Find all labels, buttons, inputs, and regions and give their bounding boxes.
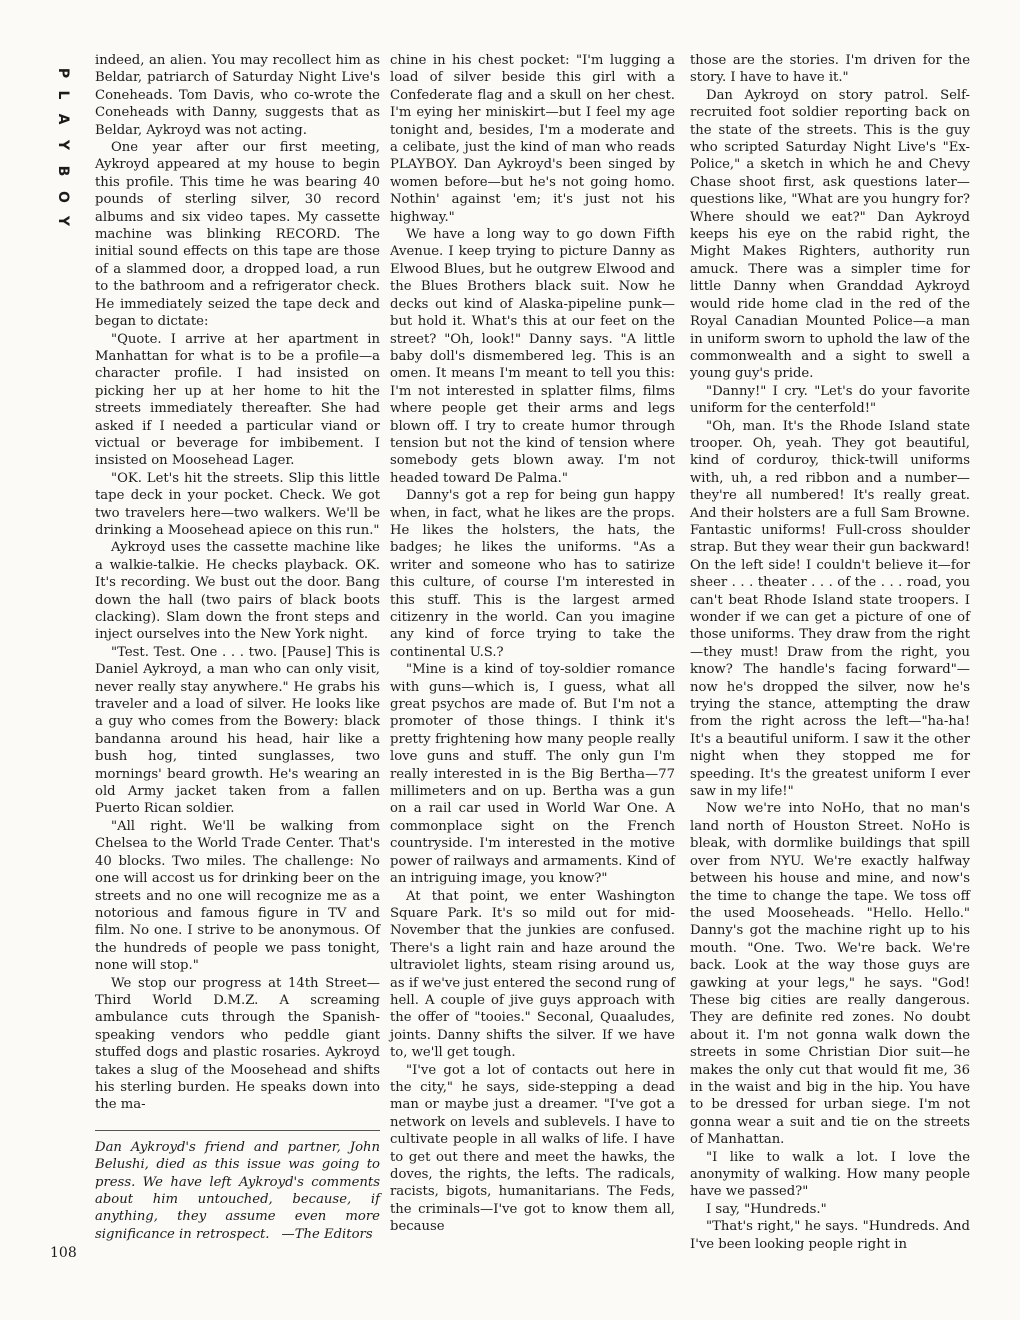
paragraph: We stop our progress at 14th Street—Third World D.M.Z. A screaming ambulance cuts through the Spanish-speaking vendors who peddle giant stuffed dogs and plastic rosaries. Aykroyd takes a slug of the Moosehead and shifts his sterling burden. He speaks down into the ma- <box>95 975 380 1113</box>
editors-note <box>95 1139 380 1243</box>
spine-letter: P <box>55 67 71 79</box>
editors-note-credit: —The Editors <box>281 1226 373 1242</box>
paragraph: Dan Aykroyd on story patrol. Self-recruited foot soldier reporting back on the state of the streets. This is the guy who scripted Saturday Night Live's "Ex-Police," a sketch in which he and Chevy Chase shoot first, ask questions later—questions like, "What are you hungry for? Where should we eat?" Dan Aykroyd keeps his eye on the rabid right, the Might Makes Righters, authority run amuck. There was a simpler time for little Danny when Granddad Aykroyd would ride home clad in the red of the Royal Canadian Mounted Police—a man in uniform sworn to uphold the law of the commonwealth and a sight to swell a young guy's pride. <box>690 87 970 382</box>
spine-letter: O <box>55 191 71 203</box>
spine-letter: Y <box>55 139 71 151</box>
article-column-2 <box>390 52 675 1236</box>
paragraph: "OK. Let's hit the streets. Slip this little tape deck in your pocket. Check. We got two travelers here—two walkers. We'll be drinking a Moosehead apiece on this run." <box>95 470 380 538</box>
paragraph: "Quote. I arrive at her apartment in Manhattan for what is to be a profile—a character profile. I had insisted on picking her up at her home to hit the streets immediately thereafter. She had asked if I needed a particular viand or victual or beverage for imbibement. I insisted on Moosehead Lager. <box>95 331 380 469</box>
spine-letter: A <box>55 113 71 125</box>
paragraph: Aykroyd uses the cassette machine like a walkie-talkie. He checks playback. OK. It's recording. We bust out the door. Bang down the hall (two pairs of black boots clacking). Slam down the front steps and inject ourselves into the New York night. <box>95 540 380 643</box>
spine-letter: B <box>55 165 71 177</box>
paragraph: "I like to walk a lot. I love the anonymity of walking. How many people have we passed?" <box>690 1149 970 1200</box>
paragraph: chine in his chest pocket: "I'm lugging a load of silver beside this girl with a Confederate flag and a skull on her chest. I'm eying her miniskirt—but I feel my age tonight and, besides, I'm a moderate and a celibate, just the kind of man who reads PLAYBOY. Dan Aykroyd's been singed by women before—but he's not going homo. Nothin' against 'em; it's just not his highway." <box>390 53 675 225</box>
paragraph: "Mine is a kind of toy-soldier romance with guns—which is, I guess, what all great psychos are made of. But I'm not a promoter of those things. I think it's pretty frightening how many people really love guns and stuff. The only gun I'm really interested in is the Big Bertha—77 millimeters and on up. Bertha was a gun on a rail car used in World War One. A commonplace sight on the French countryside. I'm interested in the motive power of railways and armaments. Kind of an intriguing image, you know?" <box>390 662 675 887</box>
divider <box>95 1130 380 1131</box>
paragraph: indeed, an alien. You may recollect him as Beldar, patriarch of Saturday Night Live's Coneheads. Tom Davis, who co-wrote the Coneheads with Danny, suggests that as Beldar, Aykroyd was not acting. <box>95 53 380 138</box>
paragraph: One year after our first meeting, Aykroyd appeared at my house to begin this profile. This time he was bearing 40 pounds of sterling silver, 30 record albums and six video tapes. My cassette machine was blinking RECORD. The initial sound effects on this tape are those of a slammed door, a dropped load, a run to the bathroom and a refrigerator check. He immediately seized the tape deck and began to dictate: <box>95 140 380 330</box>
paragraph: "All right. We'll be walking from Chelsea to the World Trade Center. That's 40 blocks. Two miles. The challenge: No one will accost us for drinking beer on the streets and no one will recognize me as a notorious and famous figure in TV and film. No one. I strive to be anonymous. Of the hundreds of people we pass tonight, none will stop." <box>95 818 380 974</box>
paragraph: At that point, we enter Washington Square Park. It's so mild out for mid-November that the junkies are confused. There's a light rain and haze around the ultraviolet lights, steam rising around us, as if we've just entered the second rung of hell. A couple of jive guys approach with the offer of "tooies." Seconal, Quaaludes, joints. Danny shifts the silver. If we have to, we'll get tough. <box>390 888 675 1061</box>
article-column-3 <box>690 52 970 1253</box>
paragraph: I say, "Hundreds." <box>706 1201 827 1217</box>
paragraph: We have a long way to go down Fifth Avenue. I keep trying to picture Danny as Elwood Blues, but he outgrew Elwood and the Blues Brothers black suit. Now he decks out kind of Alaska-pipeline punk—but hold it. What's this at our feet on the street? "Oh, look!" Danny says. "A little baby doll's dismembered leg. This is an omen. It means I'm meant to tell you this: I'm not interested in splatter films, films where people get their arms and legs blown off. I try to create humor through tension but not the kind of tension where somebody gets blown away. I'm not headed toward De Palma." <box>390 227 675 486</box>
page-number: 108 <box>50 1245 77 1261</box>
paragraph: Now we're into NoHo, that no man's land north of Houston Street. NoHo is bleak, with dormlike buildings that spill over from NYU. We're exactly halfway between his house and mine, and now's the time to change the tape. We toss off the used Mooseheads. "Hello. Hello." Danny's got the machine right up to his mouth. "One. Two. We're back. We're back. Look at the way those guys are gawking at your legs," he says. "God! These big cities are really dangerous. They are definite red zones. No doubt about it. I'm not gonna walk down the streets in some Christian Dior suit—he makes the only cut that would fit me, 36 in the waist and big in the hip. You have to be dressed for urban siege. I'm not gonna wear a suit and tie on the streets of Manhattan. <box>690 801 970 1148</box>
article-column-1 <box>95 52 380 1243</box>
magazine-spine-title <box>52 62 74 232</box>
paragraph: "Test. Test. One . . . two. [Pause] This is Daniel Aykroyd, a man who can only visit, never really stay anywhere." He grabs his traveler and a load of silver. He looks like a guy who comes from the Bowery: black bandanna around his head, hair like a bush hog, tinted sunglasses, two mornings' beard growth. He's wearing an old Army jacket taken from a fallen Puerto Rican soldier. <box>95 644 380 817</box>
paragraph: those are the stories. I'm driven for the story. I have to have it." <box>690 53 970 86</box>
paragraph: "Oh, man. It's the Rhode Island state trooper. Oh, yeah. They got beautiful, kind of corduroy, thick-twill uniforms with, uh, a red ribbon and a number—they're all numbered! It's really great. And their holsters are a full Sam Browne. Fantastic uniforms! Full-cross shoulder strap. But they wear their gun backward! On the left side! I couldn't believe it—for sheer . . . theater . . . of the . . . road, you can't beat Rhode Island state troopers. I wonder if we can get a picture of one of those uniforms. They draw from the right—they must! Draw from the right, you know? The handle's facing forward"—now he's dropped the silver, now he's trying the stance, attempting the draw from the right across the left—"ha-ha! It's a beautiful uniform. I saw it the other night when they stopped me for speeding. It's the greatest uniform I ever saw in my life!" <box>690 418 970 800</box>
paragraph: "That's right," he says. "Hundreds. And I've been looking people right in <box>690 1219 970 1252</box>
spine-letter: Y <box>55 215 71 227</box>
paragraph: Danny's got a rep for being gun happy when, in fact, what he likes are the props. He likes the holsters, the hats, the badges; he likes the uniforms. "As a writer and someone who has to satirize this culture, of course I'm interested in this stuff. This is the largest armed citizenry in the world. Can you imagine any kind of force trying to take the continental U.S.? <box>390 488 675 660</box>
paragraph: "I've got a lot of contacts out here in the city," he says, side-stepping a dead man or maybe just a dreamer. "I've got a network on levels and sublevels. I have to cultivate people in all walks of life. I have to get out there and meet the hawks, the doves, the rights, the lefts. The radicals, racists, bigots, humanitarians. The Feds, the criminals—I've got to know them all, because <box>390 1062 675 1235</box>
spine-letter: L <box>55 90 71 100</box>
editors-note-text: Dan Aykroyd's friend and partner, John Belushi, died as this issue was going to press. We have left Aykroyd's comments about him untouched, because, if anything, they assume even more significance in retrospect. <box>95 1139 380 1242</box>
paragraph: "Danny!" I cry. "Let's do your favorite uniform for the centerfold!" <box>690 383 970 417</box>
